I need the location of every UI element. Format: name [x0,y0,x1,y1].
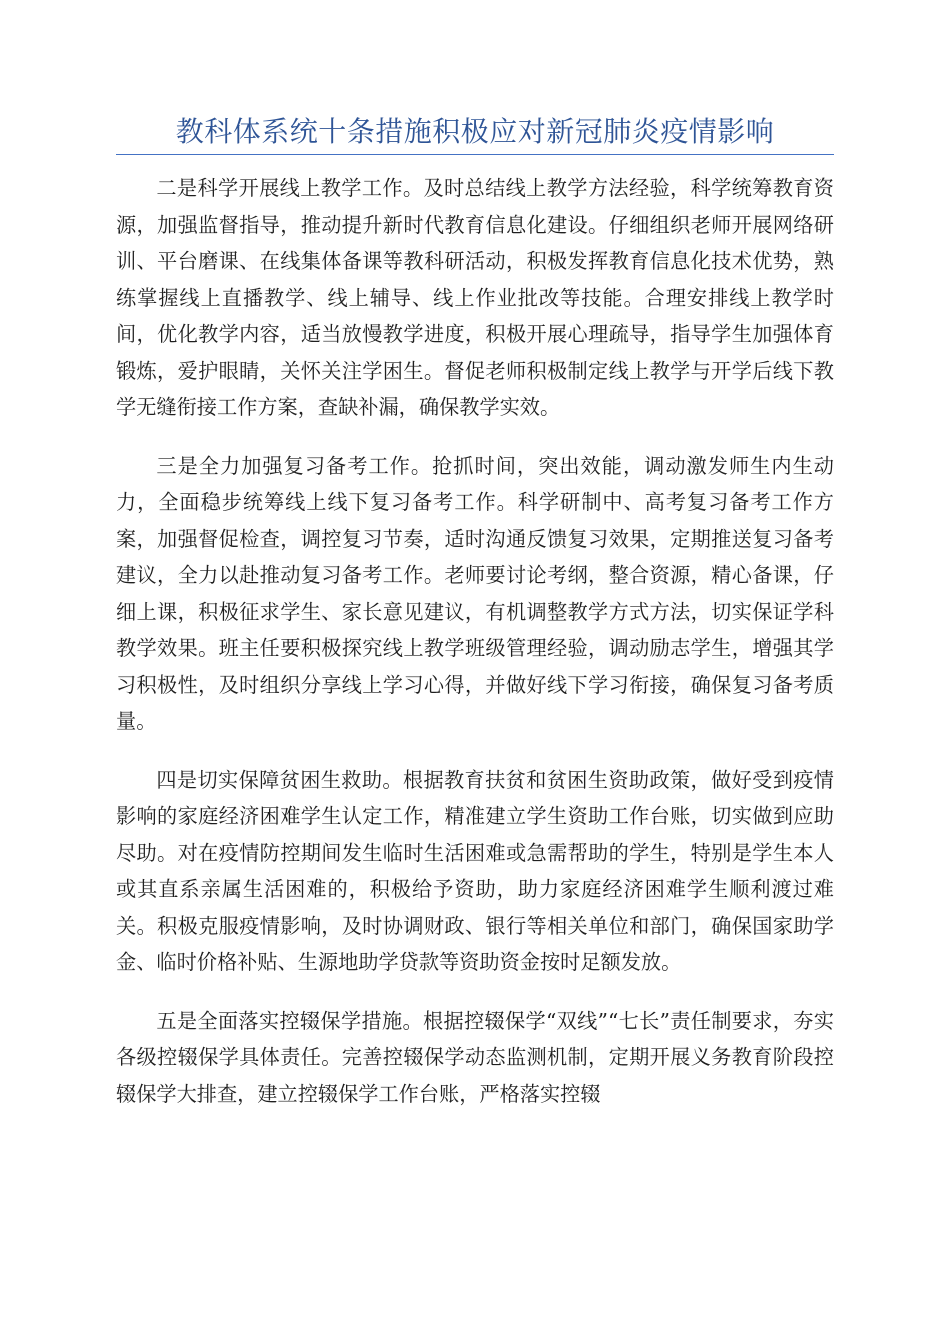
paragraph: 三是全力加强复习备考工作。抢抓时间，突出效能，调动激发师生内生动力，全面稳步统筹线上线下复习备考工作。科学研制中、高考复习备考工作方案，加强督促检查，调控复习节奏，适时沟通反馈复习效果，定期推送复习备考建议，全力以赴推动复习备考工作。老师要讨论考纲，整合资源，精心备课，仔细上课，积极征求学生、家长意见建议，有机调整教学方式方法，切实保证学科教学效果。班主任要积极探究线上教学班级管理经验，调动励志学生，增强其学习积极性，及时组织分享线上学习心得，并做好线下学习衔接，确保复习备考质量。 [116,453,834,733]
paragraph: 五是全面落实控辍保学措施。根据控辍保学“双线”“七长”责任制要求，夯实各级控辍保学具体责任。完善控辍保学动态监测机制，定期开展义务教育阶段控辍保学大排查，建立控辍保学工作台账，严格落实控辍 [116,1008,834,1106]
paragraph: 四是切实保障贫困生救助。根据教育扶贫和贫困生资助政策，做好受到疫情影响的家庭经济困难学生认定工作，精准建立学生资助工作台账，切实做到应助尽助。对在疫情防控期间发生临时生活困难或急需帮助的学生，特别是学生本人或其直系亲属生活困难的，积极给予资助，助力家庭经济困难学生顺利渡过难关。积极克服疫情影响，及时协调财政、银行等相关单位和部门，确保国家助学金、临时价格补贴、生源地助学贷款等资助资金按时足额发放。 [116,767,834,974]
paragraph: 二是科学开展线上教学工作。及时总结线上教学方法经验，科学统筹教育资源，加强监督指导，推动提升新时代教育信息化建设。仔细组织老师开展网络研训、平台磨课、在线集体备课等教科研活动，积极发挥教育信息化技术优势，熟练掌握线上直播教学、线上辅导、线上作业批改等技能。合理安排线上教学时间，优化教学内容，适当放慢教学进度，积极开展心理疏导，指导学生加强体育锻炼，爱护眼睛，关怀关注学困生。督促老师积极制定线上教学与开学后线下教学无缝衔接工作方案，查缺补漏，确保教学实效。 [116,176,834,419]
title-divider [116,154,834,155]
document-title: 教科体系统十条措施积极应对新冠肺炎疫情影响 [175,115,775,148]
document-body [116,170,834,1134]
